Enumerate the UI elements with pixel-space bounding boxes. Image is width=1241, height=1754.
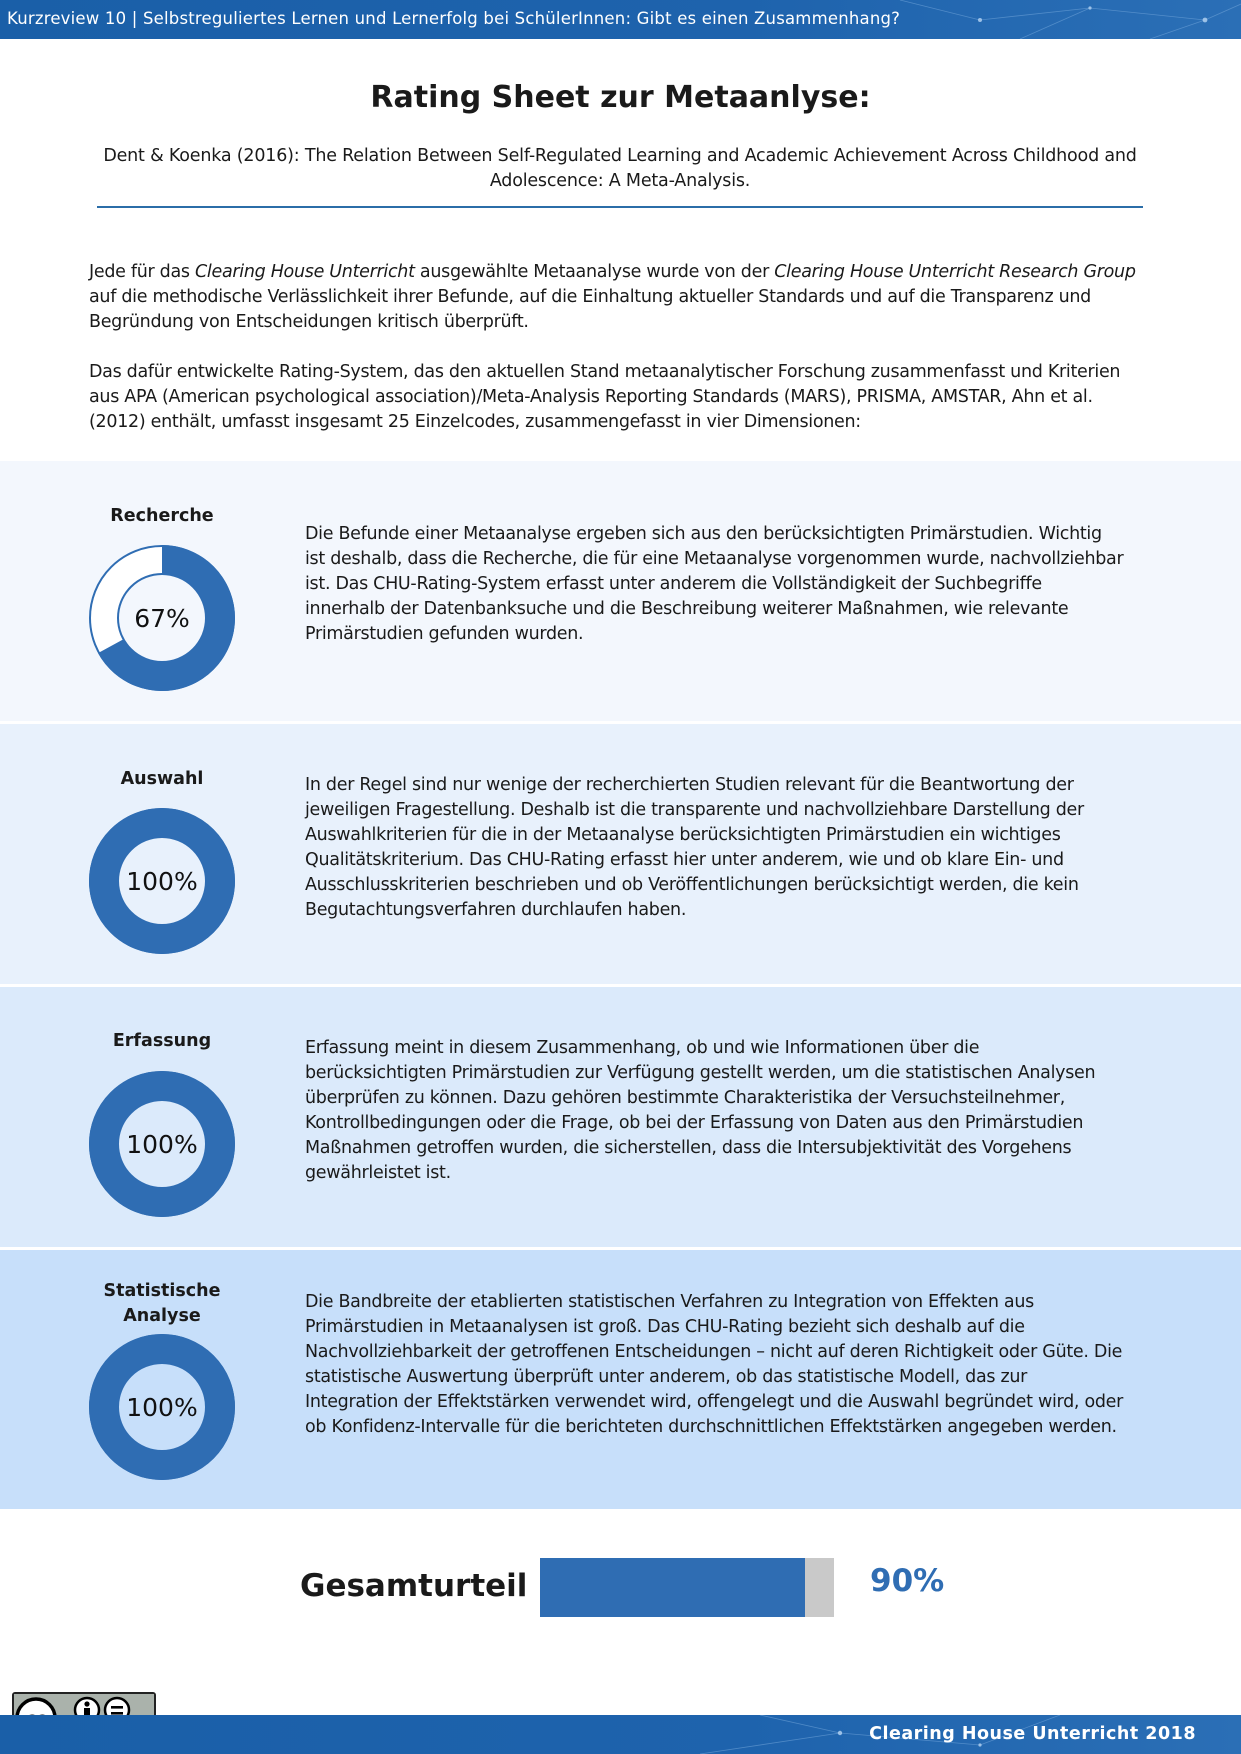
overall-progress-bar bbox=[540, 1558, 834, 1617]
section-statistische-analyse bbox=[0, 1250, 1241, 1509]
intro-text: Jede für das bbox=[89, 262, 195, 282]
overall-percent: 90% bbox=[870, 1563, 945, 1599]
intro-emphasis: Clearing House Unterricht bbox=[195, 262, 415, 282]
section-text: In der Regel sind nur wenige der recherchierten Studien relevant für die Beantwortung der jeweiligen Fragestellung. Deshalb ist die transparente und nachvollziehbare Darstellung der Auswahlkriterien für die in der Metaanalyse berücksichtigten Primärstudien ein wichtiges Qualitätskriterium. Das CHU-Rating erfasst hier unter anderem, wie und ob klare Ein- und Ausschlusskriterien beschrieben und ob Veröffentlichungen berücksichtigt werden, die kein Begutachtungsverfahren durchlaufen haben. bbox=[305, 775, 1084, 920]
donut-percent: 67% bbox=[134, 603, 190, 633]
intro-emphasis: Clearing House Unterricht Research Group bbox=[774, 262, 1136, 282]
section-label: Erfassung bbox=[112, 1031, 212, 1051]
intro-text: ausgewählte Metaanalyse wurde von der bbox=[414, 262, 775, 282]
section-label: Auswahl bbox=[120, 769, 204, 789]
section-text: Die Bandbreite der etablierten statistischen Verfahren zu Integration von Effekten aus Primärstudien in Metaanalysen ist groß. Das CHU-Rating bezieht sich deshalb auf die Nachvollziehbarkeit der getroffenen Entscheidungen – nicht auf deren Richtigkeit oder Güte. Die statistische Auswertung überprüft unter anderem, ob das statistische Modell, das zur Integration der Effektstärken verwendet wird, offengelegt und die Auswahl begründet wird, oder ob Konfidenz-Intervalle für die berichteten durchschnittlichen Effektstärken angegeben werden. bbox=[305, 1292, 1124, 1437]
page-title: Rating Sheet zur Metaanlyse: bbox=[370, 80, 871, 115]
header-title: Kurzreview 10 | Selbstreguliertes Lernen und Lernerfolg bei SchülerInnen: Gibt es einen Zusammenhang? bbox=[7, 9, 901, 28]
overall-label: Gesamturteil bbox=[300, 1568, 528, 1604]
overall-progress-fill bbox=[540, 1558, 805, 1617]
intro-paragraph-1 bbox=[89, 260, 1153, 335]
section-label: Recherche bbox=[110, 506, 214, 526]
donut-percent: 100% bbox=[126, 1392, 198, 1422]
intro-text: auf die methodische Verlässlichkeit ihrer Befunde, auf die Einhaltung aktueller Standards und auf die Transparenz und Begründung von Entscheidungen kritisch überprüft. bbox=[89, 287, 1091, 332]
title-divider bbox=[97, 206, 1143, 208]
footer-text: Clearing House Unterricht 2018 bbox=[869, 1724, 1196, 1744]
footer-bar bbox=[0, 1715, 1241, 1754]
header-bar bbox=[0, 0, 1241, 39]
section-auswahl bbox=[0, 724, 1241, 984]
section-recherche bbox=[0, 461, 1241, 721]
citation: Dent & Koenka (2016): The Relation Between Self-Regulated Learning and Academic Achievement Across Childhood and Adolescence: A Meta-Analysis. bbox=[103, 146, 1137, 191]
section-text: Erfassung meint in diesem Zusammenhang, ob und wie Informationen über die berücksichtigten Primärstudien zur Verfügung gestellt werden, um die statistischen Analysen überprüfen zu können. Dazu gehören bestimmte Charakteristika der Versuchsteilnehmer, Kontrollbedingungen oder die Frage, ob bei der Erfassung von Daten aus den Primärstudien Maßnahmen getroffen wurden, die sicherstellen, dass die Intersubjektivität des Vorgehens gewährleistet ist. bbox=[305, 1038, 1096, 1183]
section-label: Statistische Analyse bbox=[103, 1281, 221, 1326]
section-erfassung bbox=[0, 987, 1241, 1247]
section-text: Die Befunde einer Metaanalyse ergeben sich aus den berücksichtigten Primärstudien. Wichtig ist deshalb, dass die Recherche, die für eine Metaanalyse vorgenommen wurde, nachvollziehbar ist. Das CHU-Rating-System erfasst unter anderem die Vollständigkeit der Suchbegriffe innerhalb der Datenbanksuche und die Beschreibung weiterer Maßnahmen, wie relevante Primärstudien gefunden wurden. bbox=[305, 524, 1124, 644]
intro-paragraph-2: Das dafür entwickelte Rating-System, das den aktuellen Stand metaanalytischer Forschung zusammenfasst und Kriterien aus APA (American psychological association)/Meta-Analysis Reporting Standards (MARS), PRISMA, AMSTAR, Ahn et al. (2012) enthält, umfasst insgesamt 25 Einzelcodes, zusammengefasst in vier Dimensionen: bbox=[89, 362, 1121, 432]
donut-percent: 100% bbox=[126, 1129, 198, 1159]
donut-percent: 100% bbox=[126, 866, 198, 896]
